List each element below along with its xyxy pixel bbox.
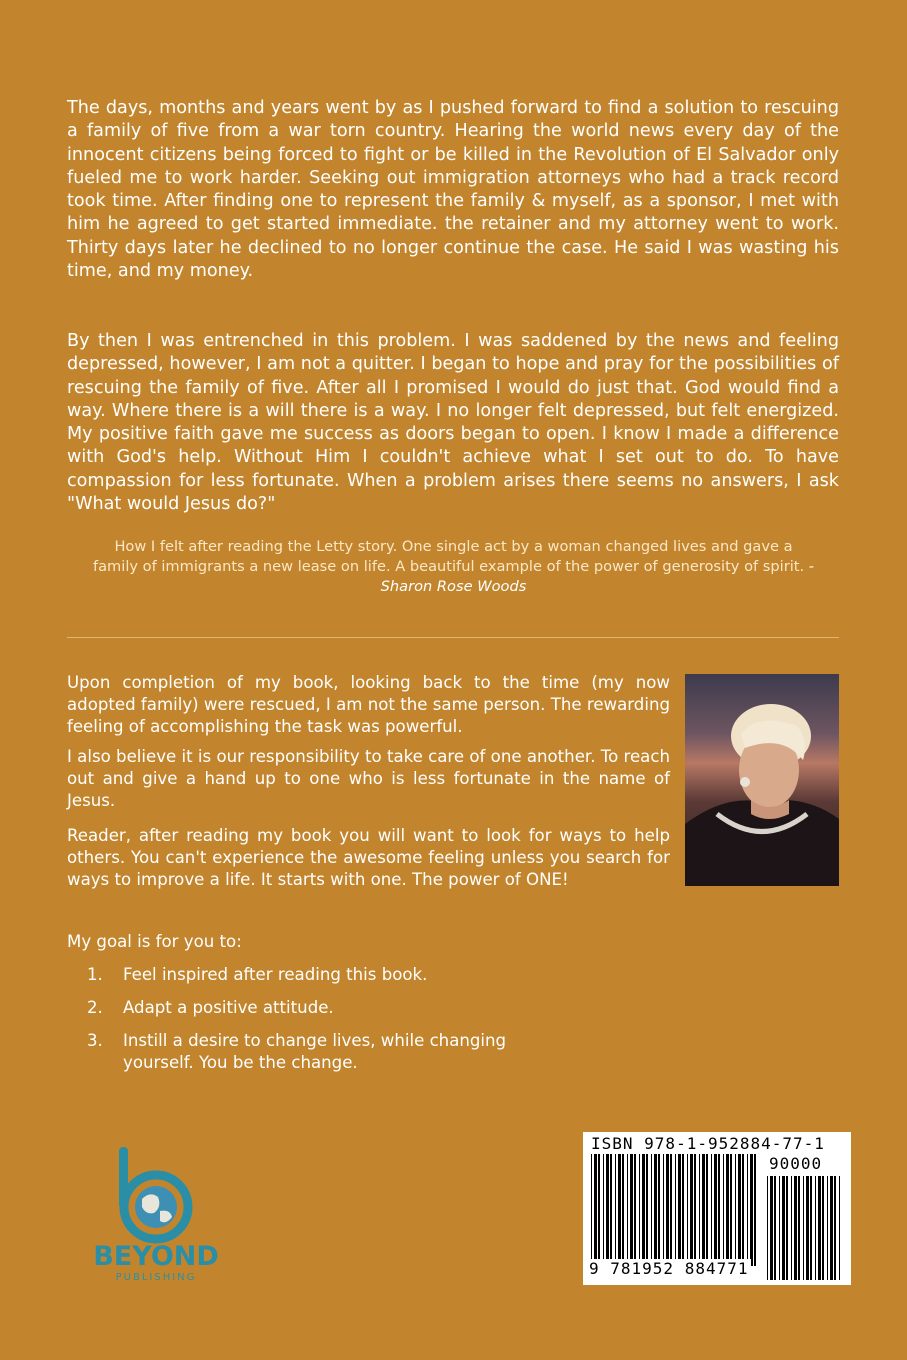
- barcode-bar: [827, 1176, 828, 1280]
- barcode-bar: [770, 1176, 773, 1280]
- barcode-bar: [798, 1176, 800, 1280]
- barcode-bar: [634, 1154, 636, 1266]
- ean-barcode-bars: [591, 1154, 757, 1266]
- barcode-bar: [738, 1154, 741, 1266]
- barcode-bar: [670, 1154, 672, 1266]
- goal-text: Adapt a positive attitude.: [123, 998, 334, 1017]
- barcode-bar: [675, 1154, 676, 1266]
- barcode-bar: [627, 1154, 628, 1266]
- bio-paragraph-1: Upon completion of my book, looking back to the time (my now adopted family) were rescued, I am not the same person. The rewarding feeling of accomplishing the task was powerful.: [67, 673, 670, 736]
- goal-item: [67, 964, 567, 986]
- goal-item: [67, 997, 567, 1019]
- barcode-bar: [711, 1154, 712, 1266]
- goal-number: 3.: [87, 1031, 103, 1050]
- goal-title: My goal is for you to:: [67, 932, 242, 951]
- testimonial-quote: [90, 537, 817, 597]
- barcode-bar: [747, 1154, 748, 1266]
- barcode-bar: [767, 1176, 768, 1280]
- barcode-bar: [606, 1154, 609, 1266]
- barcode-bar: [702, 1154, 705, 1266]
- barcode-bar: [666, 1154, 669, 1266]
- barcode-bar: [663, 1154, 664, 1266]
- barcode-bar: [687, 1154, 688, 1266]
- barcode-bar: [651, 1154, 652, 1266]
- bio-paragraph-2: I also believe it is our responsibility to take care of one another. To reach out and give a hand up to one who is less fortunate in the name of Jesus.: [67, 747, 670, 810]
- isbn-label: ISBN 978-1-952884-77-1: [591, 1134, 825, 1153]
- section-divider: [67, 637, 839, 638]
- barcode-bar: [610, 1154, 612, 1266]
- barcode-bar: [782, 1176, 785, 1280]
- barcode-bar: [718, 1154, 720, 1266]
- barcode-bar: [726, 1154, 729, 1266]
- barcode-bar: [774, 1176, 776, 1280]
- barcode-bar: [694, 1154, 696, 1266]
- barcode-bar: [699, 1154, 700, 1266]
- beyond-publishing-logo: [86, 1143, 226, 1285]
- barcode-bar: [622, 1154, 624, 1266]
- goal-number: 1.: [87, 965, 103, 984]
- barcode-bar: [815, 1176, 816, 1280]
- publisher-name: BEYOND: [93, 1241, 219, 1272]
- barcode-bar: [794, 1176, 797, 1280]
- barcode-bar: [690, 1154, 693, 1266]
- price-addon-bars: [767, 1176, 843, 1280]
- barcode-bar: [818, 1176, 821, 1280]
- barcode-bar: [806, 1176, 809, 1280]
- barcode-bar: [658, 1154, 660, 1266]
- barcode-bar: [618, 1154, 621, 1266]
- barcode-bar: [810, 1176, 812, 1280]
- barcode-bar: [678, 1154, 681, 1266]
- barcode-bar: [779, 1176, 780, 1280]
- barcode-bar: [723, 1154, 724, 1266]
- goal-item: [67, 1030, 567, 1074]
- author-portrait-illustration: [685, 674, 839, 886]
- barcode-bar: [754, 1154, 756, 1266]
- barcode-bar: [822, 1176, 824, 1280]
- isbn-barcode: [583, 1132, 851, 1285]
- author-photo: [685, 674, 839, 886]
- ean-number: 9 781952 884771: [589, 1259, 749, 1278]
- barcode-bar: [830, 1176, 833, 1280]
- barcode-bar: [786, 1176, 788, 1280]
- barcode-bar: [654, 1154, 657, 1266]
- barcode-bar: [750, 1154, 753, 1266]
- story-paragraph-1: The days, months and years went by as I pushed forward to find a solution to rescuing a family of five from a war torn country. Hearing the world news every day of the innocent citizens being forced to fight or be killed in the Revolution of El Salvador only fueled me to work harder. Seeking out immigration attorneys who had a track record took time. After finding one to represent the family & myself, as a sponsor, I met with him he agreed to get started immediate. the retainer and my attorney went to work. Thirty days later he declined to no longer continue the case. He said I was wasting his time, and my money.: [67, 98, 839, 282]
- goal-list: [67, 964, 567, 1085]
- publisher-logo: [86, 1143, 226, 1285]
- barcode-bar: [682, 1154, 684, 1266]
- barcode-bar: [706, 1154, 708, 1266]
- barcode-bar: [630, 1154, 633, 1266]
- barcode-bar: [615, 1154, 616, 1266]
- goal-text: Instill a desire to change lives, while changing yourself. You be the change.: [123, 1031, 507, 1072]
- price-code: 90000: [769, 1154, 823, 1173]
- publisher-tagline: PUBLISHING: [115, 1272, 197, 1283]
- barcode-bar: [594, 1154, 597, 1266]
- barcode-bar: [646, 1154, 648, 1266]
- barcode-bar: [598, 1154, 600, 1266]
- barcode-bar: [730, 1154, 732, 1266]
- barcode-bar: [591, 1154, 592, 1266]
- barcode-bar: [803, 1176, 804, 1280]
- story-paragraph-2: By then I was entrenched in this problem. I was saddened by the news and feeling depressed, however, I am not a quitter. I began to hope and pray for the possibilities of rescuing the family of five. After all I promised I would do just that. God would find a way. Where there is a will there is a way. I no longer felt depressed, but felt energized. My positive faith gave me success as doors began to open. I know I made a difference with God's help. Without Him I couldn't achieve what I set out to do. To have compassion for less fortunate. When a problem arises there seems no answers, I ask "What would Jesus do?": [67, 331, 839, 515]
- barcode-bar: [791, 1176, 792, 1280]
- barcode-bar: [642, 1154, 645, 1266]
- testimonial-text: How I felt after reading the Letty story. One single act by a woman changed lives and gave a family of immigrants a new lease on life. A beautiful example of the power of generosity of spirit.: [92, 538, 809, 575]
- barcode-bar: [639, 1154, 640, 1266]
- barcode-bar: [839, 1176, 840, 1280]
- barcode-bar: [834, 1176, 836, 1280]
- bio-paragraph-3: Reader, after reading my book you will want to look for ways to help others. You can't experience the awesome feeling unless you search for ways to improve a life. It starts with one. The power of ONE!: [67, 826, 670, 889]
- barcode-bar: [742, 1154, 744, 1266]
- barcode-bar: [603, 1154, 604, 1266]
- barcode-bar: [735, 1154, 736, 1266]
- testimonial-author: -Sharon Rose Woods: [380, 558, 815, 595]
- barcode-bar: [714, 1154, 717, 1266]
- goal-number: 2.: [87, 998, 103, 1017]
- goal-text: Feel inspired after reading this book.: [123, 965, 428, 984]
